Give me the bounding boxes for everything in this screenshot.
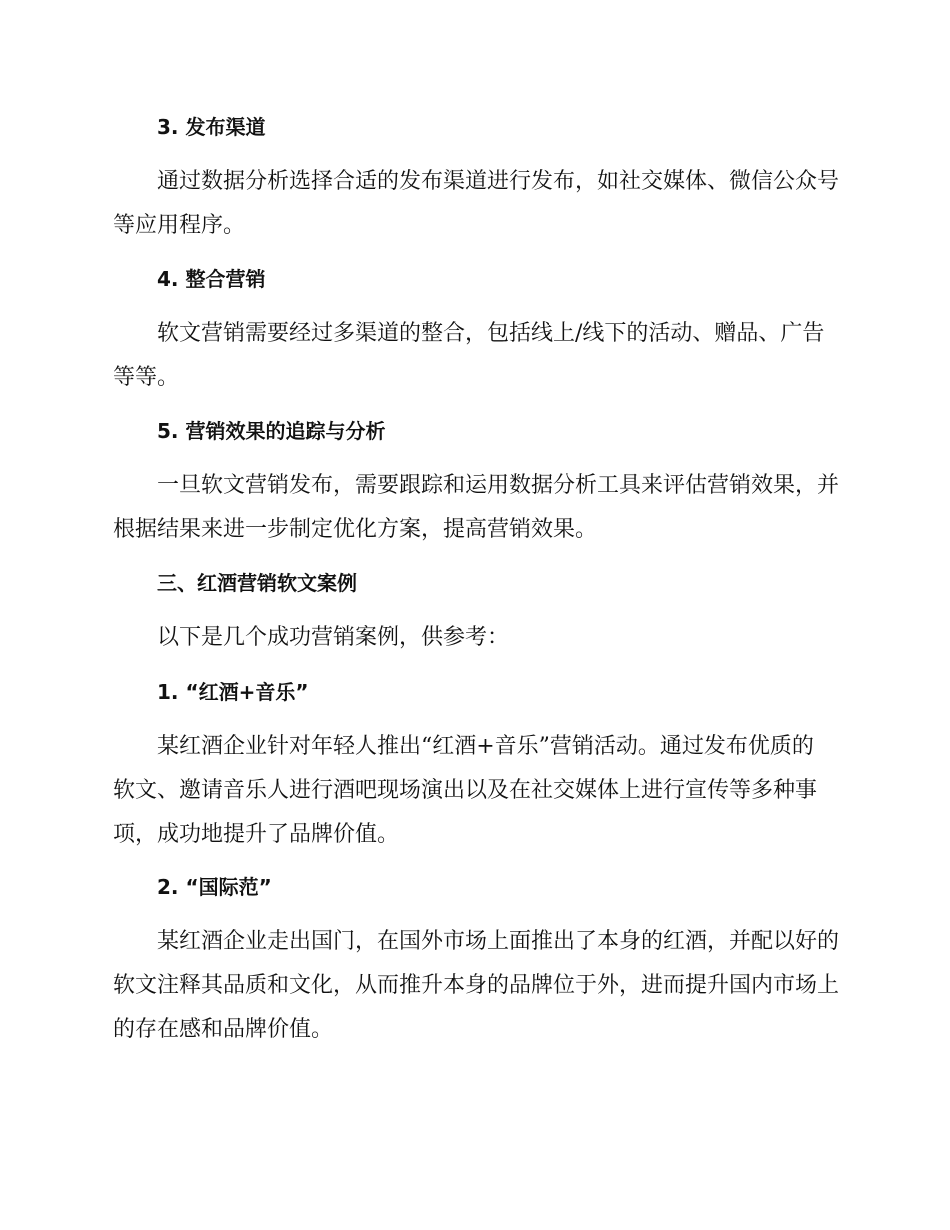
paragraph-line: 软文注释其品质和文化，从而推升本身的品牌位于外，进而提升国内市场上 bbox=[113, 973, 840, 998]
paragraph-line: 以下是几个成功营销案例，供参考： bbox=[157, 625, 510, 650]
paragraph-integrated-marketing bbox=[113, 312, 829, 400]
paragraph-wine-music bbox=[113, 725, 829, 857]
paragraph-line: 软文、邀请音乐人进行酒吧现场演出以及在社交媒体上进行宣传等多种事 bbox=[113, 778, 818, 803]
paragraph-wine-cases-intro bbox=[113, 616, 829, 660]
section-heading-publish-channels: 3. 发布渠道 bbox=[157, 115, 266, 139]
section-heading-integrated-marketing: 4. 整合营销 bbox=[157, 267, 266, 291]
section-heading-international: 2. “国际范” bbox=[157, 875, 272, 899]
paragraph-international bbox=[113, 920, 840, 1052]
section-heading-wine-cases: 三、红酒营销软文案例 bbox=[157, 571, 357, 595]
section-heading-tracking-analysis: 5. 营销效果的追踪与分析 bbox=[157, 419, 386, 443]
paragraph-line: 等应用程序。 bbox=[113, 213, 246, 238]
paragraph-line: 某红酒企业针对年轻人推出“红酒+音乐”营销活动。通过发布优质的 bbox=[157, 734, 814, 759]
paragraph-tracking-analysis bbox=[113, 464, 840, 552]
paragraph-line: 根据结果来进一步制定优化方案，提高营销效果。 bbox=[113, 517, 598, 542]
paragraph-line: 的存在感和品牌价值。 bbox=[113, 1017, 334, 1042]
paragraph-line: 等等。 bbox=[113, 365, 180, 390]
paragraph-line: 软文营销需要经过多渠道的整合，包括线上/线下的活动、赠品、广告 bbox=[157, 321, 825, 346]
paragraph-publish-channels bbox=[113, 160, 840, 248]
paragraph-line: 某红酒企业走出国门，在国外市场上面推出了本身的红酒，并配以好的 bbox=[157, 929, 840, 954]
paragraph-line: 通过数据分析选择合适的发布渠道进行发布，如社交媒体、微信公众号 bbox=[157, 169, 840, 194]
paragraph-line: 项，成功地提升了品牌价值。 bbox=[113, 822, 400, 847]
paragraph-line: 一旦软文营销发布，需要跟踪和运用数据分析工具来评估营销效果，并 bbox=[157, 473, 840, 498]
section-heading-wine-music: 1. “红酒+音乐” bbox=[157, 680, 309, 704]
